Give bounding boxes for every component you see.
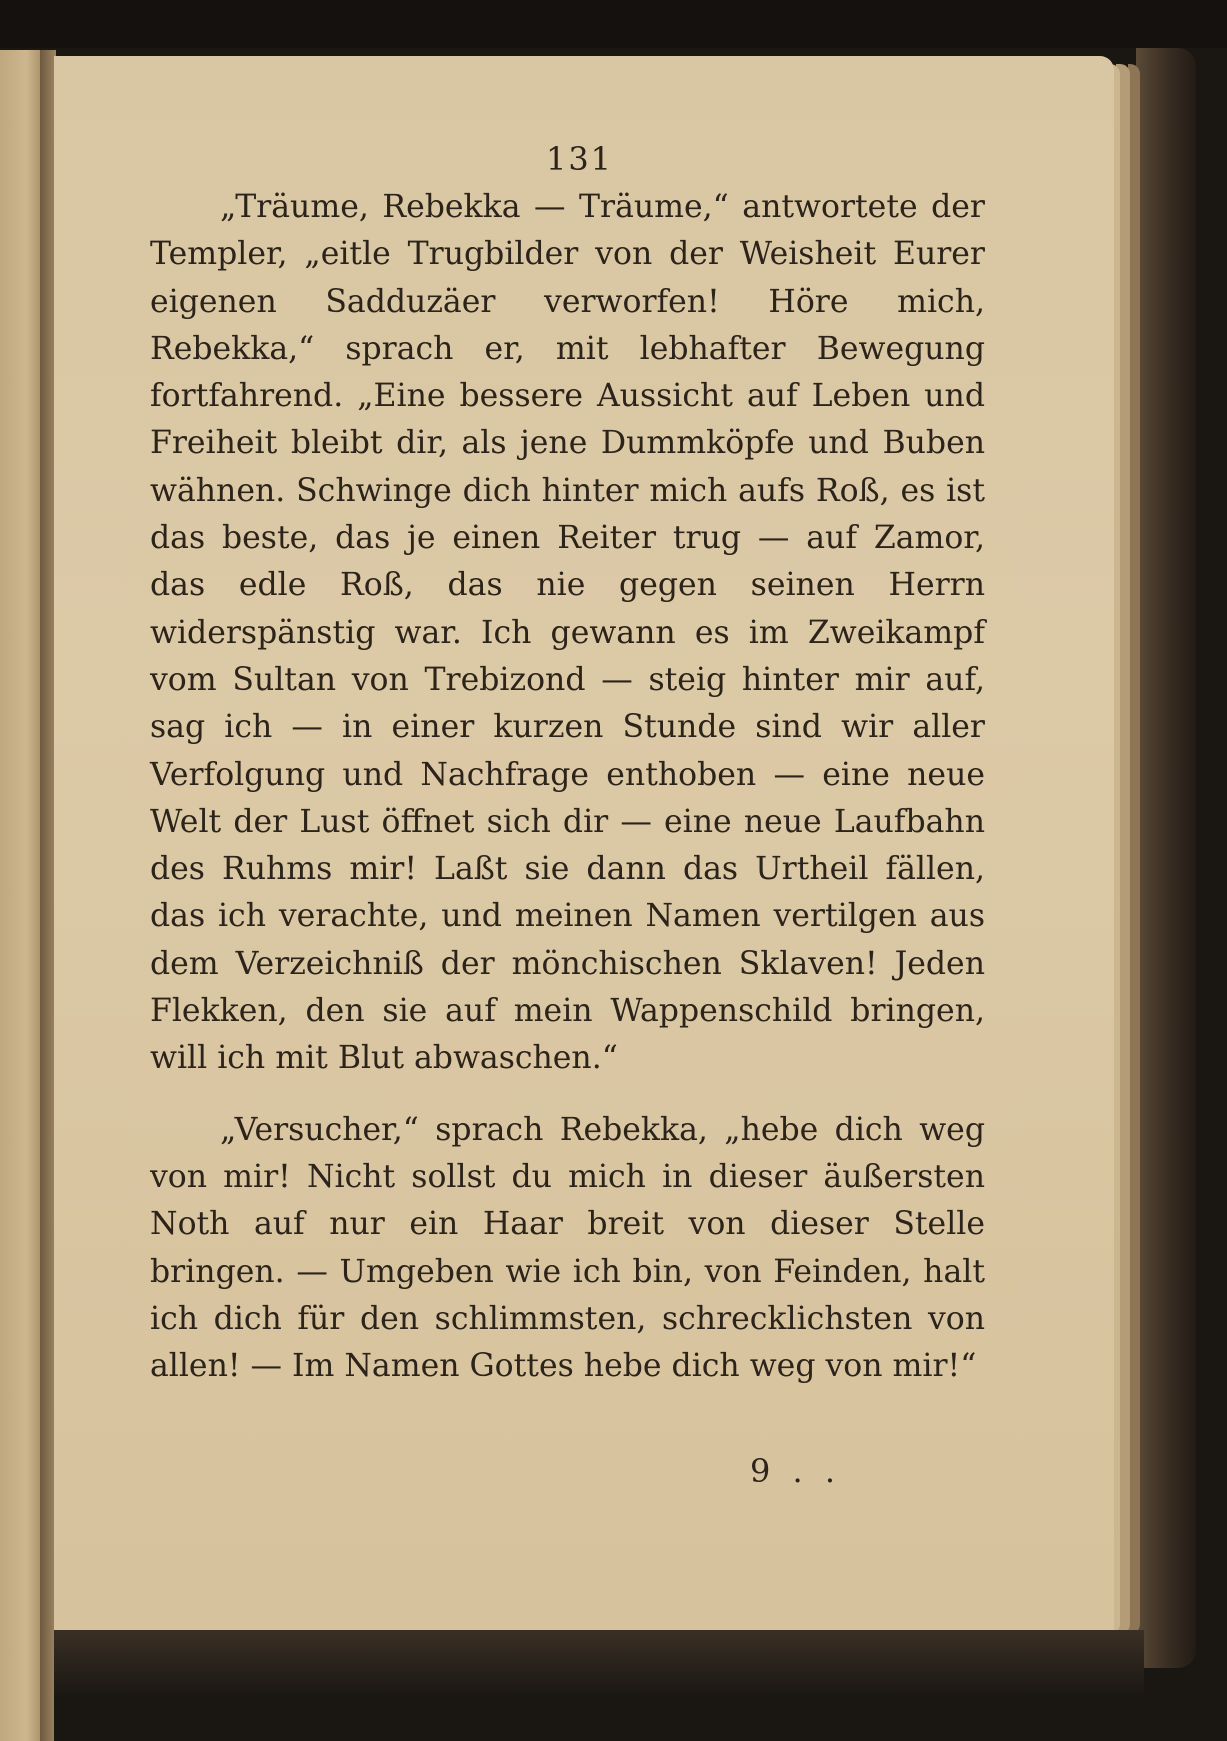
scan-background-bottom: [54, 1630, 1144, 1741]
scan-background-top: [0, 0, 1227, 48]
paragraph-rebekka-reply: „Versucher,“ sprach Rebekka, „hebe dich weg von mir! Nicht sollst du mich in dieser äußersten Noth auf nur ein Haar breit von dieser Stelle bringen. — Umgeben wie ich bin, von Feinden, halt ich dich für den schlimmsten, schrecklichsten von allen! — Im Namen Gottes hebe dich weg von mir!“: [150, 1111, 985, 1385]
page-text-block: [150, 140, 985, 1390]
book-cover-edge: [1136, 48, 1196, 1668]
paragraph-templer-speech: „Träume, Rebekka — Träume,“ antwortete der Templer, „eitle Trugbilder von der Weisheit Eurer eigenen Sadduzäer verworfen! Höre mich, Rebekka,“ sprach er, mit lebhafter Bewegung fortfahrend. „Eine bessere Aussicht auf Leben und Freiheit bleibt dir, als jene Dummköpfe und Buben wähnen. Schwinge dich hinter mich aufs Roß, es ist das beste, das je einen Reiter trug — auf Zamor, das edle Roß, das nie gegen seinen Herrn widerspänstig war. Ich gewann es im Zweikampf vom Sultan von Trebizond — steig hinter mir auf, sag ich — in einer kurzen Stunde sind wir aller Verfolgung und Nachfrage enthoben — eine neue Welt der Lust öffnet sich dir — eine neue Laufbahn des Ruhms mir! Laßt sie dann das Urtheil fällen, das ich verachte, und meinen Namen vertilgen aus dem Verzeichniß der mönchischen Sklaven! Jeden Flekken, den sie auf mein Wappenschild bringen, will ich mit Blut abwaschen.“: [150, 189, 985, 1077]
signature-mark: 9 . .: [750, 1452, 842, 1490]
facing-page-edge: [0, 50, 44, 1741]
page-number: 131: [545, 140, 614, 178]
